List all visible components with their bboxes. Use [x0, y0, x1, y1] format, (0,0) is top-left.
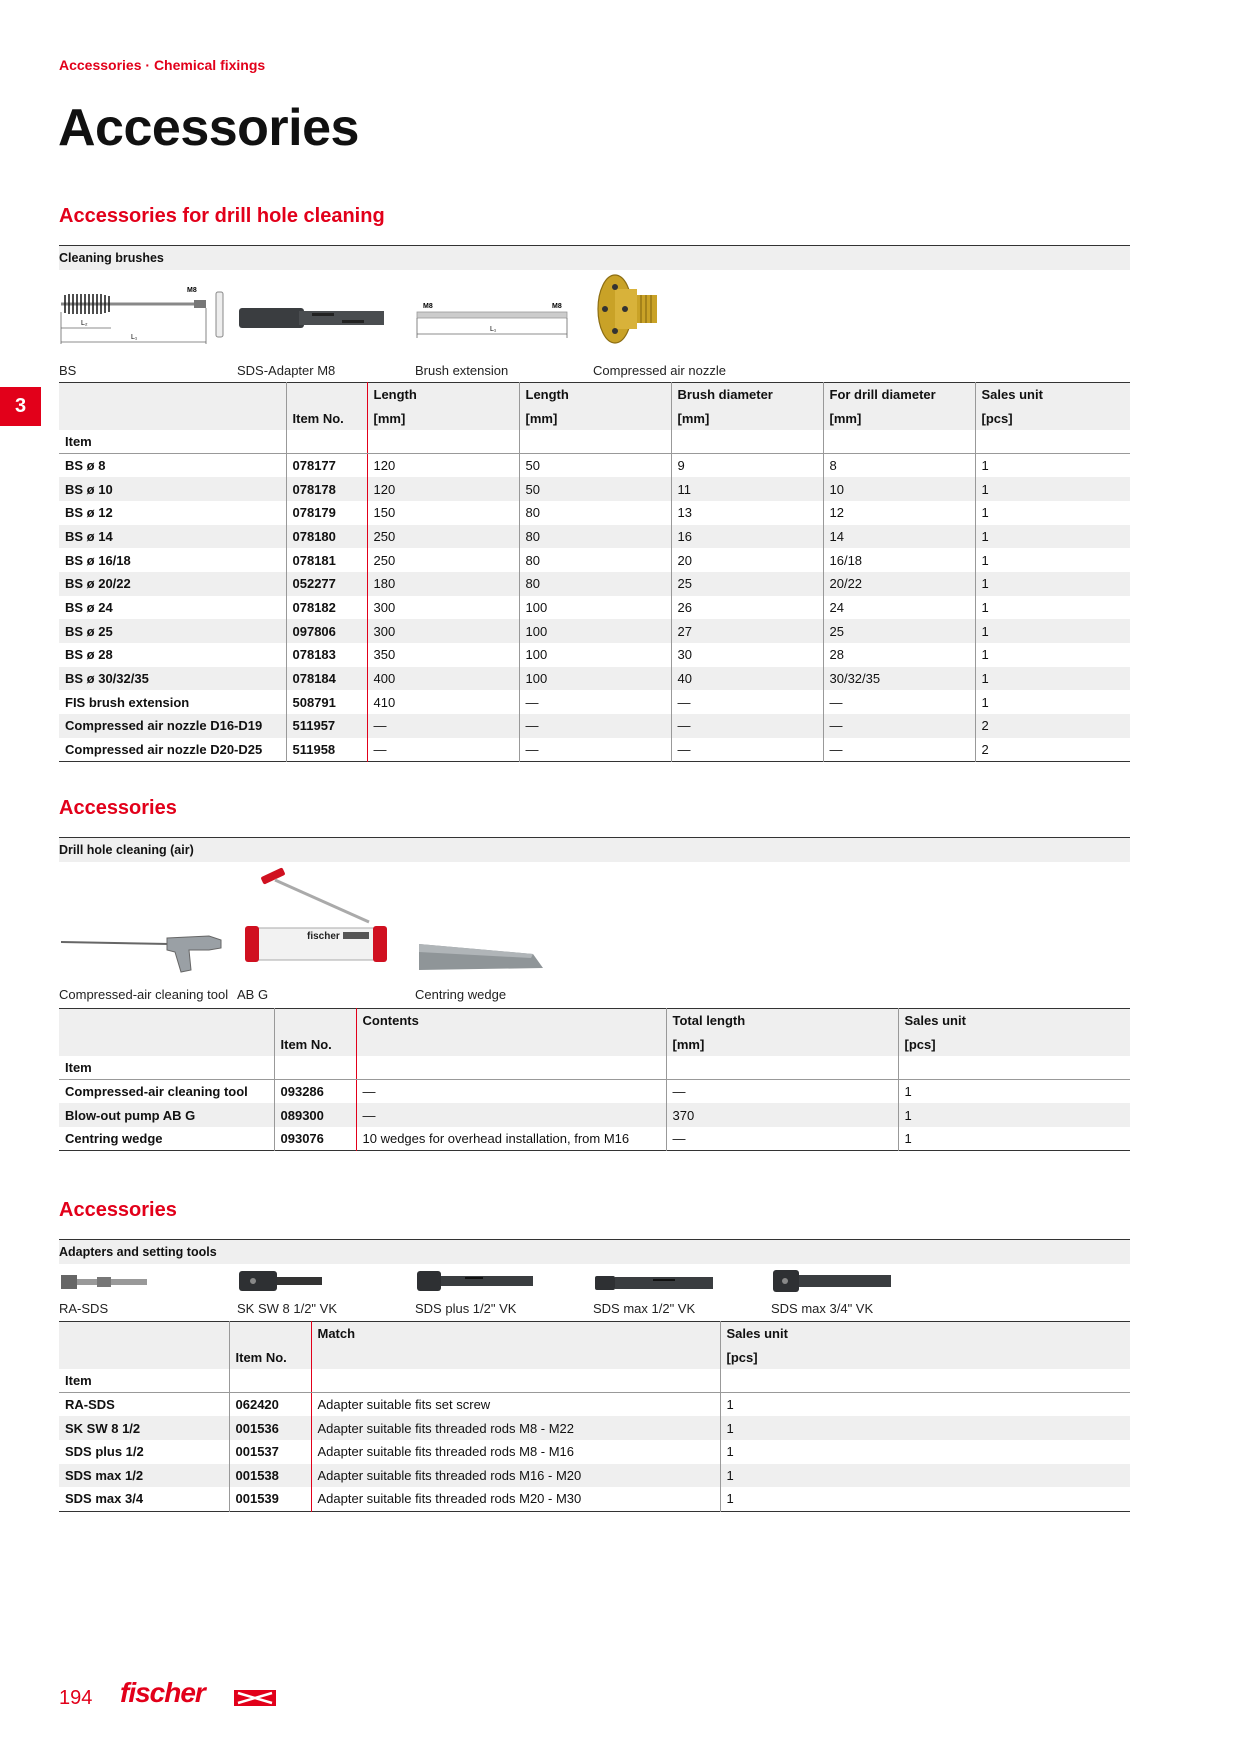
table-cell: 001536	[229, 1416, 311, 1440]
product-image-sds-plus	[415, 1264, 585, 1316]
table-cell: 1	[975, 501, 1130, 525]
product-images	[59, 862, 1130, 1002]
table-cell: 25	[671, 572, 823, 596]
table-cell: Adapter suitable fits set screw	[311, 1393, 720, 1417]
col-header-item-no: Item No.	[274, 1032, 356, 1056]
table-cell: SDS plus 1/2	[65, 1444, 144, 1460]
subhead-drill-hole-cleaning-air: Drill hole cleaning (air)	[59, 837, 1130, 862]
table-header-row	[59, 1009, 1130, 1033]
table-cell: 1	[975, 690, 1130, 714]
table-cell: 16/18	[823, 548, 975, 572]
col-header-unit: [mm]	[519, 406, 671, 430]
pump-brand-text: fischer	[307, 931, 340, 942]
table-cell: —	[519, 690, 671, 714]
table-cell: BS ø 28	[65, 647, 113, 663]
col-header-drill-diameter: For drill diameter	[823, 383, 975, 407]
table-cell: 1	[720, 1416, 1130, 1440]
table-cell: BS ø 16/18	[65, 552, 131, 568]
table-row	[59, 1103, 1130, 1127]
table-cell: 20	[671, 548, 823, 572]
table-cell: Centring wedge	[65, 1131, 163, 1147]
table-cell: 089300	[274, 1103, 356, 1127]
col-header-sales-unit: Sales unit	[898, 1009, 1130, 1033]
table-cell: SDS max 1/2	[59, 1464, 229, 1488]
air-nozzle-icon	[593, 273, 673, 353]
table-header-row	[59, 383, 1130, 407]
table-cell: 1	[720, 1440, 1130, 1464]
table-cell: 26	[671, 596, 823, 620]
table-row	[59, 1440, 1130, 1464]
table-cell: 2	[975, 738, 1130, 762]
table-row	[59, 548, 1130, 572]
table-cell: 100	[519, 619, 671, 643]
table-cell: —	[823, 738, 975, 762]
product-label: Brush extension	[415, 363, 509, 378]
table-cell: —	[666, 1127, 898, 1151]
extension-callout-m8-left: M8	[423, 303, 433, 310]
section-title: Accessories	[59, 797, 177, 819]
table-cell: 1	[898, 1080, 1130, 1104]
table-row	[59, 738, 1130, 762]
breadcrumb: Accessories · Chemical fixings	[59, 57, 266, 73]
table-cell: 250	[367, 525, 519, 549]
table-cell: 508791	[286, 690, 367, 714]
table-cell: 078179	[286, 501, 367, 525]
table-row	[59, 1127, 1130, 1151]
table-cell: 80	[519, 572, 671, 596]
table-header-row	[59, 430, 1130, 454]
table-cell: 410	[367, 690, 519, 714]
col-header-item-no: Item No.	[229, 1345, 311, 1369]
table-cell: Adapter suitable fits threaded rods M16 - M20	[311, 1464, 720, 1488]
product-image-brush-extension	[415, 270, 585, 378]
extension-callout-l1: L₁	[490, 326, 497, 333]
table-row	[59, 690, 1130, 714]
table-row	[59, 1416, 1130, 1440]
table-cell: 1	[975, 454, 1130, 478]
table-cell: BS ø 10	[59, 477, 286, 501]
sds-max-threequarter-icon	[771, 1267, 901, 1295]
table-cell: 001537	[229, 1440, 311, 1464]
drill-hole-cleaning-air-table	[59, 1008, 1130, 1151]
table-cell: 40	[671, 667, 823, 691]
table-cell: 100	[519, 643, 671, 667]
col-header-length: Length	[367, 383, 519, 407]
table-cell: 30/32/35	[823, 667, 975, 691]
table-cell: 180	[367, 572, 519, 596]
table-cell: 50	[519, 477, 671, 501]
col-header-brush-diameter: Brush diameter	[671, 383, 823, 407]
product-image-sds-max-threequarter	[771, 1264, 941, 1316]
table-cell: 078182	[286, 596, 367, 620]
col-header-unit: [mm]	[666, 1032, 898, 1056]
table-cell: 511957	[286, 714, 367, 738]
col-header-item: Item	[59, 1056, 274, 1080]
product-images	[59, 1264, 1130, 1316]
product-image-air-cleaning-tool	[59, 862, 229, 1002]
table-cell: 078183	[286, 643, 367, 667]
table-cell: 2	[975, 714, 1130, 738]
table-cell: —	[666, 1080, 898, 1104]
page-title: Accessories	[58, 99, 359, 157]
table-header-row	[59, 1345, 1130, 1369]
table-row	[59, 667, 1130, 691]
table-row	[59, 1393, 1130, 1417]
brush-callout-l2: L₂	[81, 320, 88, 327]
table-cell: Compressed air nozzle D16-D19	[59, 714, 286, 738]
table-cell: 1	[975, 667, 1130, 691]
col-header-unit: [mm]	[671, 406, 823, 430]
product-image-bs	[59, 270, 229, 378]
brush-icon	[59, 282, 229, 352]
table-cell: 1	[720, 1464, 1130, 1488]
table-cell: 1	[898, 1103, 1130, 1127]
table-cell: Compressed-air cleaning tool	[65, 1084, 248, 1100]
table-row	[59, 643, 1130, 667]
table-cell: —	[671, 738, 823, 762]
table-header-row	[59, 1032, 1130, 1056]
table-cell: 24	[823, 596, 975, 620]
table-cell: BS ø 20/22	[59, 572, 286, 596]
table-cell: 001538	[229, 1464, 311, 1488]
table-cell: 350	[367, 643, 519, 667]
sk-sw-icon	[237, 1268, 337, 1294]
air-gun-icon	[59, 922, 229, 982]
product-label: SDS plus 1/2" VK	[415, 1301, 517, 1316]
table-cell: 370	[666, 1103, 898, 1127]
table-cell: 1	[720, 1393, 1130, 1417]
col-header-length-2: Length	[519, 383, 671, 407]
table-cell: BS ø 25	[59, 619, 286, 643]
table-cell: 27	[671, 619, 823, 643]
product-label: Compressed air nozzle	[593, 363, 726, 378]
table-cell: 078181	[286, 548, 367, 572]
col-header-total-length: Total length	[666, 1009, 898, 1033]
table-cell: 097806	[286, 619, 367, 643]
table-cell: 1	[898, 1127, 1130, 1151]
table-cell: 50	[519, 454, 671, 478]
sds-max-half-icon	[593, 1270, 723, 1296]
col-header-contents: Contents	[356, 1009, 666, 1033]
col-header-unit: [mm]	[823, 406, 975, 430]
product-label: SK SW 8 1/2" VK	[237, 1301, 337, 1316]
table-cell: —	[356, 1103, 666, 1127]
table-cell: Adapter suitable fits threaded rods M8 - M16	[311, 1440, 720, 1464]
table-cell: —	[671, 714, 823, 738]
section-drill-hole-cleaning	[59, 205, 1130, 762]
table-cell: 11	[671, 477, 823, 501]
product-label: AB G	[237, 987, 269, 1002]
table-cell: —	[823, 690, 975, 714]
table-cell: 80	[519, 548, 671, 572]
table-cell: 078184	[286, 667, 367, 691]
col-header-match: Match	[311, 1322, 720, 1346]
table-cell: 9	[671, 454, 823, 478]
table-cell: 1	[975, 477, 1130, 501]
table-cell: Compressed air nozzle D20-D25	[65, 741, 263, 757]
table-cell: 062420	[229, 1393, 311, 1417]
table-cell: 8	[823, 454, 975, 478]
brush-callout-m8: M8	[187, 287, 197, 294]
section-drill-hole-cleaning-air	[59, 797, 1130, 1151]
col-header-item: Item	[59, 430, 286, 454]
table-cell: 078177	[286, 454, 367, 478]
table-cell: Adapter suitable fits threaded rods M8 - M22	[311, 1416, 720, 1440]
product-image-centring-wedge	[415, 862, 585, 1002]
table-cell: 300	[367, 619, 519, 643]
table-cell: 250	[367, 548, 519, 572]
brand-logo: fischer	[120, 1677, 205, 1708]
table-cell: 093076	[274, 1127, 356, 1151]
brush-extension-icon	[415, 298, 585, 358]
table-cell: 1	[975, 596, 1130, 620]
product-label: Centring wedge	[415, 987, 507, 1002]
table-row	[59, 596, 1130, 620]
table-cell: 10 wedges for overhead installation, from M16	[356, 1127, 666, 1151]
table-cell: SDS max 3/4	[65, 1491, 144, 1507]
table-cell: 001539	[229, 1487, 311, 1511]
product-image-blow-out-pump	[237, 862, 407, 1002]
table-cell: 150	[367, 501, 519, 525]
table-cell: 80	[519, 525, 671, 549]
col-header-item-no: Item No.	[286, 406, 367, 430]
table-cell: —	[356, 1080, 666, 1104]
subhead-adapters-setting-tools: Adapters and setting tools	[59, 1239, 1130, 1264]
table-cell: 100	[519, 596, 671, 620]
table-cell: Adapter suitable fits threaded rods M20 - M30	[311, 1487, 720, 1511]
table-header-row	[59, 1369, 1130, 1393]
table-row	[59, 525, 1130, 549]
section-title: Accessories	[59, 1199, 177, 1221]
table-cell: —	[367, 714, 519, 738]
table-cell: 1	[720, 1487, 1130, 1511]
brush-callout-l1: L₁	[131, 334, 138, 341]
blow-out-pump-icon	[237, 866, 407, 976]
table-cell: RA-SDS	[65, 1397, 115, 1413]
section-adapters	[59, 1199, 1130, 1512]
product-image-sds-adapter	[237, 270, 407, 378]
table-cell: 078180	[286, 525, 367, 549]
table-row	[59, 501, 1130, 525]
table-row	[59, 714, 1130, 738]
table-cell: 10	[823, 477, 975, 501]
table-header-row	[59, 1056, 1130, 1080]
product-image-ra-sds	[59, 1264, 229, 1316]
table-cell: 14	[823, 525, 975, 549]
table-cell: 100	[519, 667, 671, 691]
table-cell: —	[519, 738, 671, 762]
wedge-icon	[415, 938, 545, 978]
product-images	[59, 270, 1130, 378]
product-image-sds-max-half	[593, 1264, 763, 1316]
product-image-sk-sw	[237, 1264, 407, 1316]
col-header-unit: [pcs]	[975, 406, 1130, 430]
table-cell: 300	[367, 596, 519, 620]
col-header-sales-unit: Sales unit	[720, 1322, 1130, 1346]
page-number: 194	[59, 1687, 93, 1709]
table-cell: 1	[975, 572, 1130, 596]
table-cell: BS ø 30/32/35	[59, 667, 286, 691]
table-cell: SK SW 8 1/2	[59, 1416, 229, 1440]
col-header-item: Item	[59, 1369, 229, 1393]
table-cell: 511958	[286, 738, 367, 762]
table-cell: 20/22	[823, 572, 975, 596]
table-cell: 80	[519, 501, 671, 525]
brand-mark-icon	[234, 1690, 276, 1706]
subhead-cleaning-brushes: Cleaning brushes	[59, 245, 1130, 270]
product-image-compressed-air-nozzle	[593, 270, 763, 378]
table-cell: BS ø 24	[65, 600, 113, 616]
product-label: SDS max 1/2" VK	[593, 1301, 696, 1316]
ra-sds-icon	[59, 1270, 159, 1294]
product-label: BS	[59, 363, 77, 378]
table-cell: 120	[367, 477, 519, 501]
table-cell: 12	[823, 501, 975, 525]
table-cell: —	[823, 714, 975, 738]
table-cell: BS ø 14	[59, 525, 286, 549]
cleaning-brushes-table	[59, 382, 1130, 762]
table-cell: 1	[975, 548, 1130, 572]
table-row	[59, 1487, 1130, 1511]
table-cell: 30	[671, 643, 823, 667]
sds-plus-icon	[415, 1268, 545, 1294]
table-row	[59, 1464, 1130, 1488]
adapters-table	[59, 1321, 1130, 1512]
table-cell: —	[519, 714, 671, 738]
table-cell: 16	[671, 525, 823, 549]
table-cell: 1	[975, 619, 1130, 643]
table-cell: 13	[671, 501, 823, 525]
table-row	[59, 619, 1130, 643]
table-cell: 1	[975, 525, 1130, 549]
table-cell: 120	[367, 454, 519, 478]
table-row	[59, 572, 1130, 596]
table-cell: 1	[975, 643, 1130, 667]
table-cell: 25	[823, 619, 975, 643]
table-cell: FIS brush extension	[65, 694, 190, 710]
table-cell: 078178	[286, 477, 367, 501]
table-cell: 093286	[274, 1080, 356, 1104]
table-cell: —	[367, 738, 519, 762]
col-header-unit: [pcs]	[720, 1345, 1130, 1369]
table-cell: BS ø 12	[65, 505, 113, 521]
table-header-row	[59, 406, 1130, 430]
table-cell: —	[671, 690, 823, 714]
col-header-unit: [mm]	[367, 406, 519, 430]
table-row	[59, 454, 1130, 478]
product-label: Compressed-air cleaning tool	[59, 987, 229, 1002]
product-label: SDS max 3/4" VK	[771, 1301, 874, 1316]
table-cell: Blow-out pump AB G	[59, 1103, 274, 1127]
table-cell: 400	[367, 667, 519, 691]
extension-callout-m8-right: M8	[552, 303, 562, 310]
table-header-row	[59, 1322, 1130, 1346]
sds-adapter-icon	[237, 300, 407, 360]
col-header-unit: [pcs]	[898, 1032, 1130, 1056]
table-cell: 052277	[286, 572, 367, 596]
col-header-sales-unit: Sales unit	[975, 383, 1130, 407]
section-title: Accessories for drill hole cleaning	[59, 205, 385, 227]
chapter-tab[interactable]: 3	[0, 387, 41, 426]
product-label: SDS-Adapter M8	[237, 363, 336, 378]
table-row	[59, 477, 1130, 501]
product-label: RA-SDS	[59, 1301, 109, 1316]
table-cell: 28	[823, 643, 975, 667]
table-row	[59, 1080, 1130, 1104]
table-cell: BS ø 8	[65, 458, 106, 474]
